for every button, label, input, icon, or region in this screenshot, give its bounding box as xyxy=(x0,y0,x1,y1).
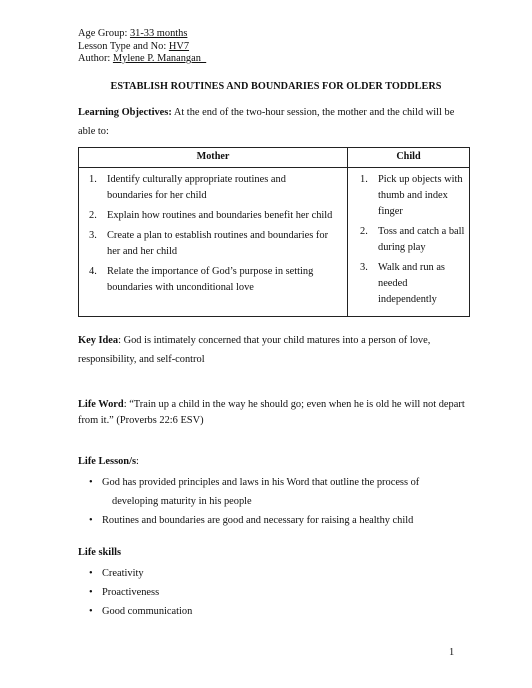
learning-objectives xyxy=(78,103,470,141)
list-item xyxy=(78,602,470,621)
life-word-label: Life Word xyxy=(78,399,124,411)
life-skills-heading: Life skills xyxy=(78,547,122,559)
list-number: 3. xyxy=(89,230,97,242)
list-item xyxy=(85,208,343,224)
life-lessons-list xyxy=(78,473,470,530)
page-number: 1 xyxy=(449,647,455,658)
list-item-text: God has provided principles and laws in his Word that outline the process of xyxy=(102,477,420,489)
author-value: Mylene P. Manangan_ xyxy=(112,53,207,64)
learning-objectives-text: At the end of the two-hour session, the mother and the child will be able to: xyxy=(78,107,455,138)
list-item xyxy=(85,264,343,296)
list-item xyxy=(360,260,465,308)
mother-objectives-list xyxy=(85,172,343,296)
list-number: 1. xyxy=(360,174,368,186)
list-item-text-cont: developing maturity in his people xyxy=(112,496,252,508)
age-group-value: 31-33 months xyxy=(129,28,188,39)
list-item-text: Good communication xyxy=(102,606,193,618)
list-number: 2. xyxy=(89,210,97,222)
list-item-text-cont: boundaries with unconditional love xyxy=(107,282,254,294)
objectives-body-row xyxy=(79,168,470,317)
list-item xyxy=(85,172,343,204)
bullet-icon: • xyxy=(89,587,93,599)
list-item xyxy=(78,473,470,511)
life-lessons-heading xyxy=(78,455,470,469)
child-objectives-list xyxy=(360,172,465,308)
life-lessons-suffix: : xyxy=(136,456,139,468)
author-line xyxy=(78,53,470,66)
mother-header: Mother xyxy=(79,148,348,168)
child-objectives-cell xyxy=(348,168,470,317)
list-item xyxy=(78,511,470,530)
list-item xyxy=(85,228,343,260)
learning-objectives-label: Learning Objectives: xyxy=(78,107,172,119)
list-item xyxy=(78,564,470,583)
list-item-text-cont: boundaries for her child xyxy=(107,190,207,202)
key-idea xyxy=(78,331,470,369)
list-item-text: Explain how routines and boundaries benefit her child xyxy=(107,210,333,222)
life-lessons-label: Life Lesson/s xyxy=(78,456,137,468)
list-item-text: Relate the importance of God’s purpose in setting xyxy=(107,266,314,278)
list-item-text: Walk and run as needed independently xyxy=(378,262,445,306)
objectives-table xyxy=(78,147,470,317)
bullet-icon: • xyxy=(89,477,93,489)
list-number: 3. xyxy=(360,262,368,274)
key-idea-label: Key Idea xyxy=(78,335,119,347)
list-item-text: Create a plan to establish routines and boundaries for xyxy=(107,230,329,242)
list-item xyxy=(78,583,470,602)
age-group-line xyxy=(78,28,470,41)
age-group-label: Age Group: xyxy=(78,28,130,39)
document-page xyxy=(78,28,470,621)
list-item-text: Toss and catch a ball during play xyxy=(378,226,465,254)
mother-objectives-cell xyxy=(79,168,348,317)
list-item xyxy=(360,224,465,256)
list-item-text-cont: her and her child xyxy=(107,246,178,258)
bullet-icon: • xyxy=(89,606,93,618)
lesson-value: HV7 xyxy=(168,40,190,52)
bullet-icon: • xyxy=(89,568,93,580)
list-item-text: Routines and boundaries are good and necessary for raising a healthy child xyxy=(102,515,414,527)
list-item-text: Proactiveness xyxy=(102,587,160,599)
author-label: Author: xyxy=(78,53,113,64)
list-number: 2. xyxy=(360,226,368,238)
list-number: 1. xyxy=(89,174,97,186)
list-item-text: Creativity xyxy=(102,568,144,580)
life-word xyxy=(78,397,470,429)
list-item-text: Identify culturally appropriate routines and xyxy=(107,174,286,186)
lesson-line xyxy=(78,41,470,54)
lesson-label: Lesson Type and No: xyxy=(78,40,169,52)
life-skills-list xyxy=(78,564,470,621)
bullet-icon: • xyxy=(89,515,93,527)
document-title: ESTABLISH ROUTINES AND BOUNDARIES FOR OLDER TODDLERS xyxy=(110,80,442,92)
objectives-header-row xyxy=(79,148,470,168)
life-word-text: : “Train up a child in the way he should go; even when he is old he will not depart from it.” (Proverbs 22:6 ESV) xyxy=(78,399,465,427)
child-header: Child xyxy=(348,148,470,168)
list-number: 4. xyxy=(89,266,97,278)
key-idea-text: : God is intimately concerned that your child matures into a person of love, responsibility, and self-control xyxy=(78,335,431,366)
list-item xyxy=(360,172,465,220)
list-item-text: Pick up objects with thumb and index finger xyxy=(378,174,463,218)
